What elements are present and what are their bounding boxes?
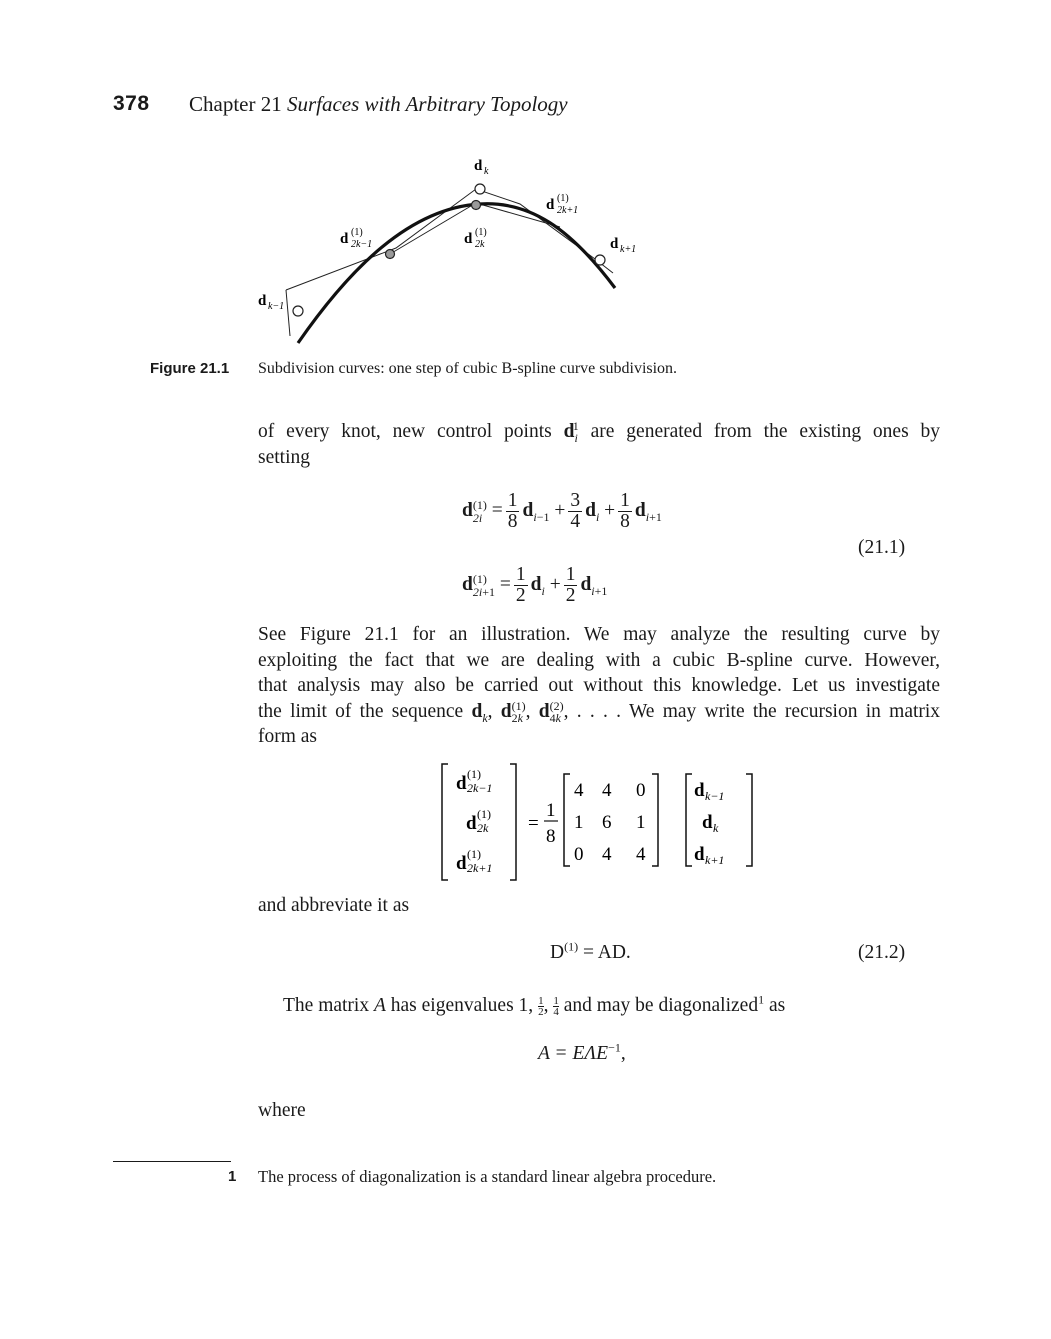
svg-text:d: d xyxy=(456,853,467,874)
label-d2k-plus-1 xyxy=(546,193,578,216)
footnote-rule xyxy=(113,1161,231,1162)
p2-line-3: that analysis may also be carried out without this knowledge. Let us investigate xyxy=(258,675,940,696)
svg-text:d: d xyxy=(694,844,705,865)
svg-text:d: d xyxy=(702,812,713,833)
matrix-cell: 4 xyxy=(574,780,584,801)
figure-label: Figure 21.1 xyxy=(150,360,230,377)
p4-text-d: as xyxy=(768,995,786,1016)
p2-line-4a: the limit of the sequence xyxy=(258,700,464,722)
limit-curve xyxy=(298,204,615,343)
matrix-cell: 0 xyxy=(636,780,646,801)
p4-text-b: has eigenvalues 1, xyxy=(390,995,534,1016)
control-polygon-end xyxy=(286,290,290,336)
paragraph-analysis xyxy=(258,622,940,750)
paragraph-where: where xyxy=(258,1100,306,1121)
svg-text:2k−1: 2k−1 xyxy=(467,781,493,795)
eq2-lhs: D xyxy=(550,942,565,963)
bracket-right-1 xyxy=(510,764,516,880)
label-d2k-sup: (1) xyxy=(475,227,487,238)
matrix-cell: 1 xyxy=(636,812,646,833)
label-d2k-minus-1-sup: (1) xyxy=(351,227,363,238)
svg-text:d: d xyxy=(466,813,477,834)
svg-text:2k+1: 2k+1 xyxy=(467,861,493,875)
svg-text:k+1: k+1 xyxy=(705,853,725,867)
label-d2k-plus-1-base: d xyxy=(546,197,555,213)
equation-21-1-a: d(1) 2i = $\frac{1}{8}$ $d_{i-1}$ + $\frac{3}{4}$ $d_i$ + $\frac{1}{8}$ $d_{i+1}$ xyxy=(462,490,662,532)
label-dk-plus-1-base: d xyxy=(610,236,619,252)
running-header xyxy=(189,92,568,117)
equation-number-21-1: (21.1) xyxy=(858,537,906,558)
equation-number-21-2: (21.2) xyxy=(858,942,906,963)
svg-text:d: d xyxy=(694,780,705,801)
matrix-cell: 4 xyxy=(636,844,646,865)
matrix-cell: 0 xyxy=(574,844,584,865)
point-d2k xyxy=(472,201,481,210)
svg-text:(1): (1) xyxy=(467,767,481,781)
p2-line-2: exploiting the fact that we are dealing with a cubic B-spline curve. However, xyxy=(258,649,940,671)
equation-21-1-b: d(1) 2i+1 = $\frac{1}{2}$ $d_i$ + $\frac{1}{2}$ $d_{i+1}$ xyxy=(462,564,608,606)
label-d2k-sub: 2k xyxy=(475,239,485,250)
p1-text-c: setting xyxy=(258,446,310,468)
label-d2k-minus-1-base: d xyxy=(340,231,349,247)
p4-text-c: and may be diagonalized xyxy=(563,995,759,1016)
equals-sign: = xyxy=(528,813,539,834)
p2-line-5: form as xyxy=(258,726,318,748)
label-dk-plus-1-sub: k+1 xyxy=(620,244,637,255)
scale-denominator: 8 xyxy=(546,826,556,847)
svg-text:2k: 2k xyxy=(477,821,489,835)
p1-text-b: are generated from the existing ones by xyxy=(590,421,941,442)
eq2-rhs: = AD. xyxy=(582,942,631,963)
equation-diagonalization: $A = E\Lambda E^{-1}$, xyxy=(538,1040,626,1064)
paragraph-eigenvalues: The matrix A has eigenvalues 1, $\frac{1}{2}$ , $\frac{1}{4}$ and may be diagonalized$^1$ as xyxy=(283,992,786,1019)
label-dk-base: d xyxy=(474,158,483,174)
label-dk-minus-1 xyxy=(258,293,284,312)
paragraph-abbreviate: and abbreviate it as xyxy=(258,895,410,916)
label-d2k-minus-1 xyxy=(340,227,372,250)
label-d2k xyxy=(464,227,487,250)
svg-text:(1): (1) xyxy=(467,847,481,861)
subdivision-figure xyxy=(230,148,690,348)
matrix-cell: 1 xyxy=(574,812,584,833)
paragraph-intro: of every knot, new control points $d_i^1$ are generated from the existing ones by setting xyxy=(258,419,940,470)
label-dk xyxy=(474,158,489,177)
footnote-number: 1 xyxy=(228,1168,237,1185)
label-dk-plus-1 xyxy=(610,236,636,255)
chapter-prefix: Chapter 21 xyxy=(189,92,282,116)
p2-line-4: the limit of the sequence $d_k$, d(1) 2k , d(2) 4k , . . . . We may write the recursion in matrix xyxy=(258,699,941,726)
chapter-title: Surfaces with Arbitrary Topology xyxy=(286,92,568,116)
svg-text:d: d xyxy=(456,773,467,794)
scale-numerator: 1 xyxy=(546,800,556,821)
p2-line-4b: . . . . We may write the recursion in matrix xyxy=(576,700,941,722)
equation-21-2: $D^{(1)}$ = AD. xyxy=(550,939,631,963)
label-d2k-base: d xyxy=(464,231,473,247)
label-d2k-minus-1-sub: 2k−1 xyxy=(351,239,373,250)
svg-text:(1): (1) xyxy=(477,807,491,821)
p1-text-a: of every knot, new control points xyxy=(258,421,552,442)
point-dk-plus-1 xyxy=(595,255,605,265)
point-dk-minus-1 xyxy=(293,306,303,316)
matrix-equation xyxy=(440,762,780,882)
svg-text:k: k xyxy=(713,821,719,835)
p4-text-a: The matrix xyxy=(283,995,370,1016)
p2-line-1: See Figure 21.1 for an illustration. We may analyze the resulting curve by xyxy=(258,624,940,645)
label-dk-minus-1-sub: k−1 xyxy=(268,301,285,312)
label-dk-minus-1-base: d xyxy=(258,293,267,309)
svg-text:k−1: k−1 xyxy=(705,789,725,803)
figure-caption: Subdivision curves: one step of cubic B-spline curve subdivision. xyxy=(258,360,678,377)
point-dk xyxy=(475,184,485,194)
point-d2k-minus-1 xyxy=(386,250,395,259)
matrix-cell: 6 xyxy=(602,812,612,833)
footnote-text: The process of diagonalization is a standard linear algebra procedure. xyxy=(258,1167,717,1186)
bracket-left-1 xyxy=(442,764,448,880)
label-d2k-plus-1-sup: (1) xyxy=(557,193,569,204)
matrix-cell: 4 xyxy=(602,780,612,801)
label-dk-sub: k xyxy=(484,166,489,177)
label-d2k-plus-1-sub: 2k+1 xyxy=(557,205,579,216)
page-number: 378 xyxy=(113,92,150,115)
eq3-body: A = EΛE xyxy=(538,1043,609,1064)
matrix-cell: 4 xyxy=(602,844,612,865)
